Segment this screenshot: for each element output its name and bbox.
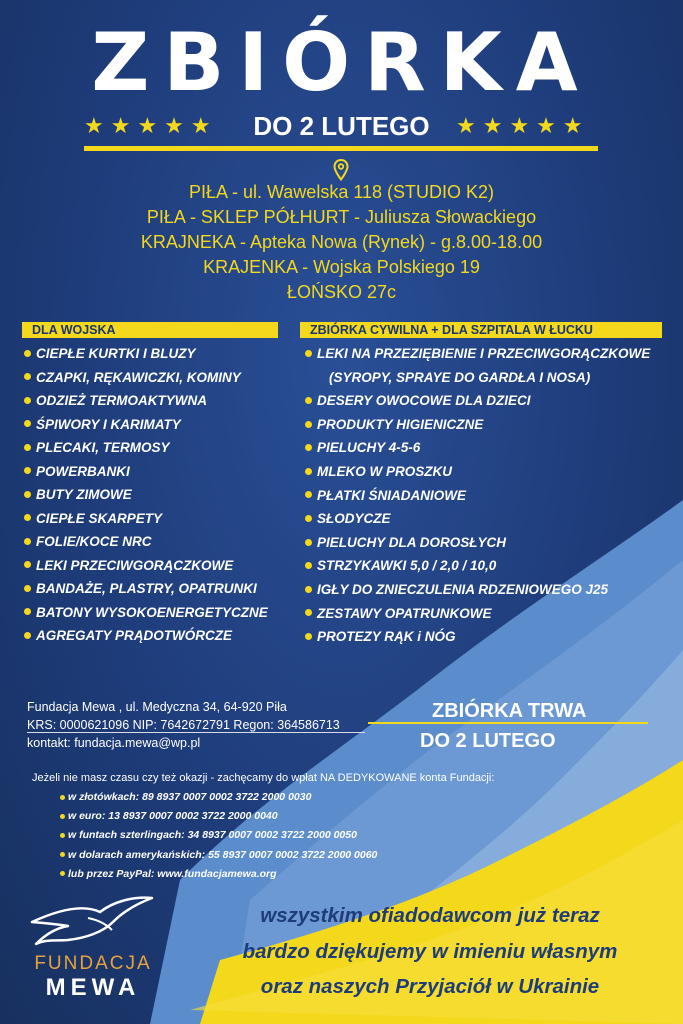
list-item: w funtach szterlingach: 34 8937 0007 0002 3722 2000 0050 <box>60 826 377 845</box>
bullet-icon <box>305 539 312 546</box>
map-pin-icon <box>333 159 349 181</box>
address-line: PIŁA - SKLEP PÓŁHURT - Juliusza Słowackiego <box>146 207 537 227</box>
list-item: BANDAŻE, PLASTRY, OPATRUNKI <box>24 577 268 601</box>
foundation-contact: kontakt: fundacja.mewa@wp.pl <box>27 736 201 750</box>
bullet-icon <box>60 833 65 838</box>
list-item: w euro: 13 8937 0007 0002 3722 2000 0040 <box>60 807 377 826</box>
list-item: CZAPKI, RĘKAWICZKI, KOMINY <box>24 366 268 390</box>
list-item: PRODUKTY HIGIENICZNE <box>305 413 650 437</box>
list-item: BATONY WYSOKOENERGETYCZNE <box>24 601 268 625</box>
list-item: (SYROPY, SPRAYE DO GARDŁA I NOSA) <box>329 369 591 385</box>
duration-label: ZBIÓRKA TRWA <box>432 700 587 722</box>
civil-section-header: ZBIÓRKA CYWILNA + DLA SZPITALA W ŁUCKU <box>300 322 662 338</box>
divider-thin <box>27 732 365 733</box>
bullet-icon <box>305 397 312 404</box>
address-line: KRAJNEKA - Apteka Nowa (Rynek) - g.8.00-18.00 <box>140 232 543 252</box>
logo-text-mewa: MEWA <box>45 974 141 1001</box>
list-item: FOLIE/KOCE NRC <box>24 530 268 554</box>
list-item: LEKI PRZECIWGORĄCZKOWE <box>24 554 268 578</box>
divider-yellow-short <box>368 722 648 724</box>
bullet-icon <box>60 814 65 819</box>
list-item: PIELUCHY DLA DOROSŁYCH <box>305 531 650 555</box>
list-item: LEKI NA PRZEZIĘBIENIE I PRZECIWGORĄCZKOWE <box>305 342 650 366</box>
list-item: w złotówkach: 89 8937 0007 0002 3722 2000 0030 <box>60 788 377 807</box>
bullet-icon <box>24 444 31 451</box>
list-item: DESERY OWOCOWE DLA DZIECI <box>305 389 650 413</box>
foundation-registry: KRS: 0000621096 NIP: 7642672791 Regon: 364586713 <box>27 718 340 732</box>
bullet-icon <box>305 350 312 357</box>
divider-yellow <box>84 146 598 151</box>
stars-right-decoration: ★★★★★ <box>456 113 590 138</box>
bullet-icon <box>305 468 312 475</box>
civil-items-list <box>305 342 650 649</box>
donation-accounts-list <box>60 788 377 884</box>
list-item: CIEPŁE SKARPETY <box>24 507 268 531</box>
bullet-icon <box>24 397 31 404</box>
list-item: ODZIEŻ TERMOAKTYWNA <box>24 389 268 413</box>
list-item: PROTEZY RĄK i NÓG <box>305 625 650 649</box>
bullet-icon <box>24 632 31 639</box>
address-line: ŁOŃSKO 27c <box>286 282 397 302</box>
bullet-icon <box>305 421 312 428</box>
military-items-list <box>24 342 268 648</box>
list-item: BUTY ZIMOWE <box>24 483 268 507</box>
military-section-header: DLA WOJSKA <box>22 322 278 338</box>
bullet-icon <box>24 585 31 592</box>
bullet-icon <box>305 586 312 593</box>
list-item: PŁATKI ŚNIADANIOWE <box>305 484 650 508</box>
list-item: PLECAKI, TERMOSY <box>24 436 268 460</box>
bullet-icon <box>24 538 31 545</box>
list-item: w dolarach amerykańskich: 55 8937 0007 0002 3722 2000 0060 <box>60 846 377 865</box>
stars-left-decoration: ★★★★★ <box>84 113 218 138</box>
list-item: AGREGATY PRĄDOTWÓRCZE <box>24 624 268 648</box>
seagull-icon <box>28 892 156 952</box>
list-item: STRZYKAWKI 5,0 / 2,0 / 10,0 <box>305 554 650 578</box>
thanks-line: oraz naszych Przyjaciół w Ukrainie <box>260 975 600 998</box>
bullet-icon <box>60 795 65 800</box>
thanks-line: bardzo dziękujemy w imieniu własnym <box>242 940 618 963</box>
list-item: IGŁY DO ZNIECZULENIA RDZENIOWEGO J25 <box>305 578 650 602</box>
list-item: CIEPŁE KURTKI I BLUZY <box>24 342 268 366</box>
logo-text-fundacja: FUNDACJA <box>34 953 152 974</box>
list-item: ZESTAWY OPATRUNKOWE <box>305 602 650 626</box>
collection-date: DO 2 LUTEGO <box>253 111 430 141</box>
bullet-icon <box>305 515 312 522</box>
list-item: POWERBANKI <box>24 460 268 484</box>
foundation-address: Fundacja Mewa , ul. Medyczna 34, 64-920 Piła <box>27 700 287 714</box>
bullet-icon <box>24 491 31 498</box>
address-line: KRAJENKA - Wojska Polskiego 19 <box>203 257 480 277</box>
address-line: PIŁA - ul. Wawelska 118 (STUDIO K2) <box>188 182 495 202</box>
list-item: SŁODYCZE <box>305 507 650 531</box>
duration-date: DO 2 LUTEGO <box>420 730 556 752</box>
bullet-icon <box>305 633 312 640</box>
list-item: MLEKO W PROSZKU <box>305 460 650 484</box>
thanks-line: wszystkim ofiadodawcom już teraz <box>260 904 600 927</box>
page-title: ZBIÓRKA <box>91 16 592 109</box>
list-item: lub przez PayPal: www.fundacjamewa.org <box>60 865 377 884</box>
list-item: ŚPIWORY I KARIMATY <box>24 413 268 437</box>
list-item: PIELUCHY 4-5-6 <box>305 436 650 460</box>
bullet-icon <box>24 350 31 357</box>
donation-intro: Jeżeli nie masz czasu czy też okazji - zachęcamy do wpłat NA DEDYKOWANE konta Fundacji: <box>32 772 495 784</box>
